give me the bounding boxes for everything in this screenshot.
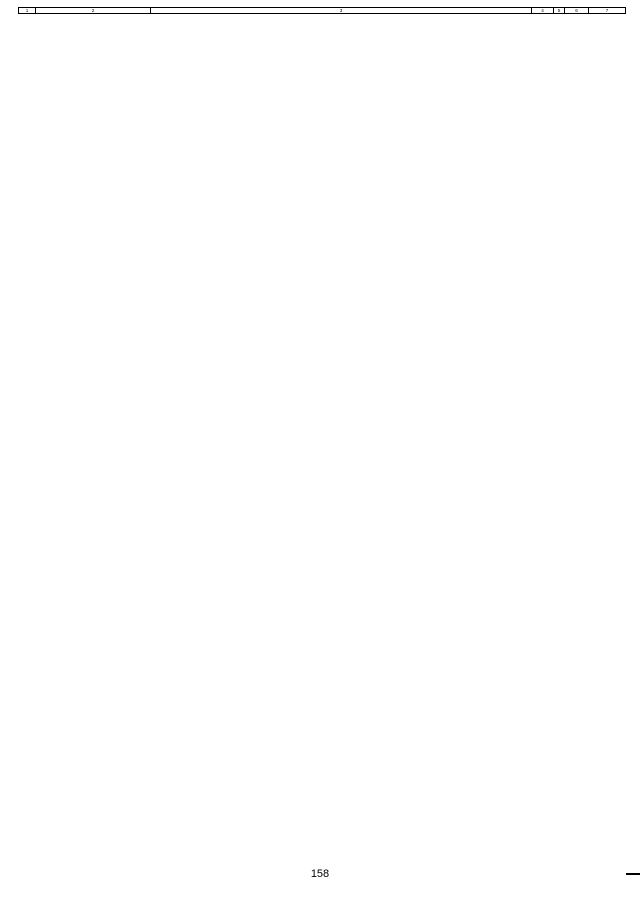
header-col-5: 5	[554, 8, 565, 14]
table-header-row	[19, 8, 626, 14]
header-col-3: 3	[151, 8, 532, 14]
header-col-6: 6	[565, 8, 589, 14]
header-col-4: 4	[532, 8, 554, 14]
edge-mark	[626, 873, 640, 875]
header-col-2: 2	[36, 8, 151, 14]
header-col-7: 7	[589, 8, 626, 14]
page-number: 158	[310, 868, 330, 880]
works-table	[18, 7, 626, 14]
header-col-1: 1	[19, 8, 36, 14]
